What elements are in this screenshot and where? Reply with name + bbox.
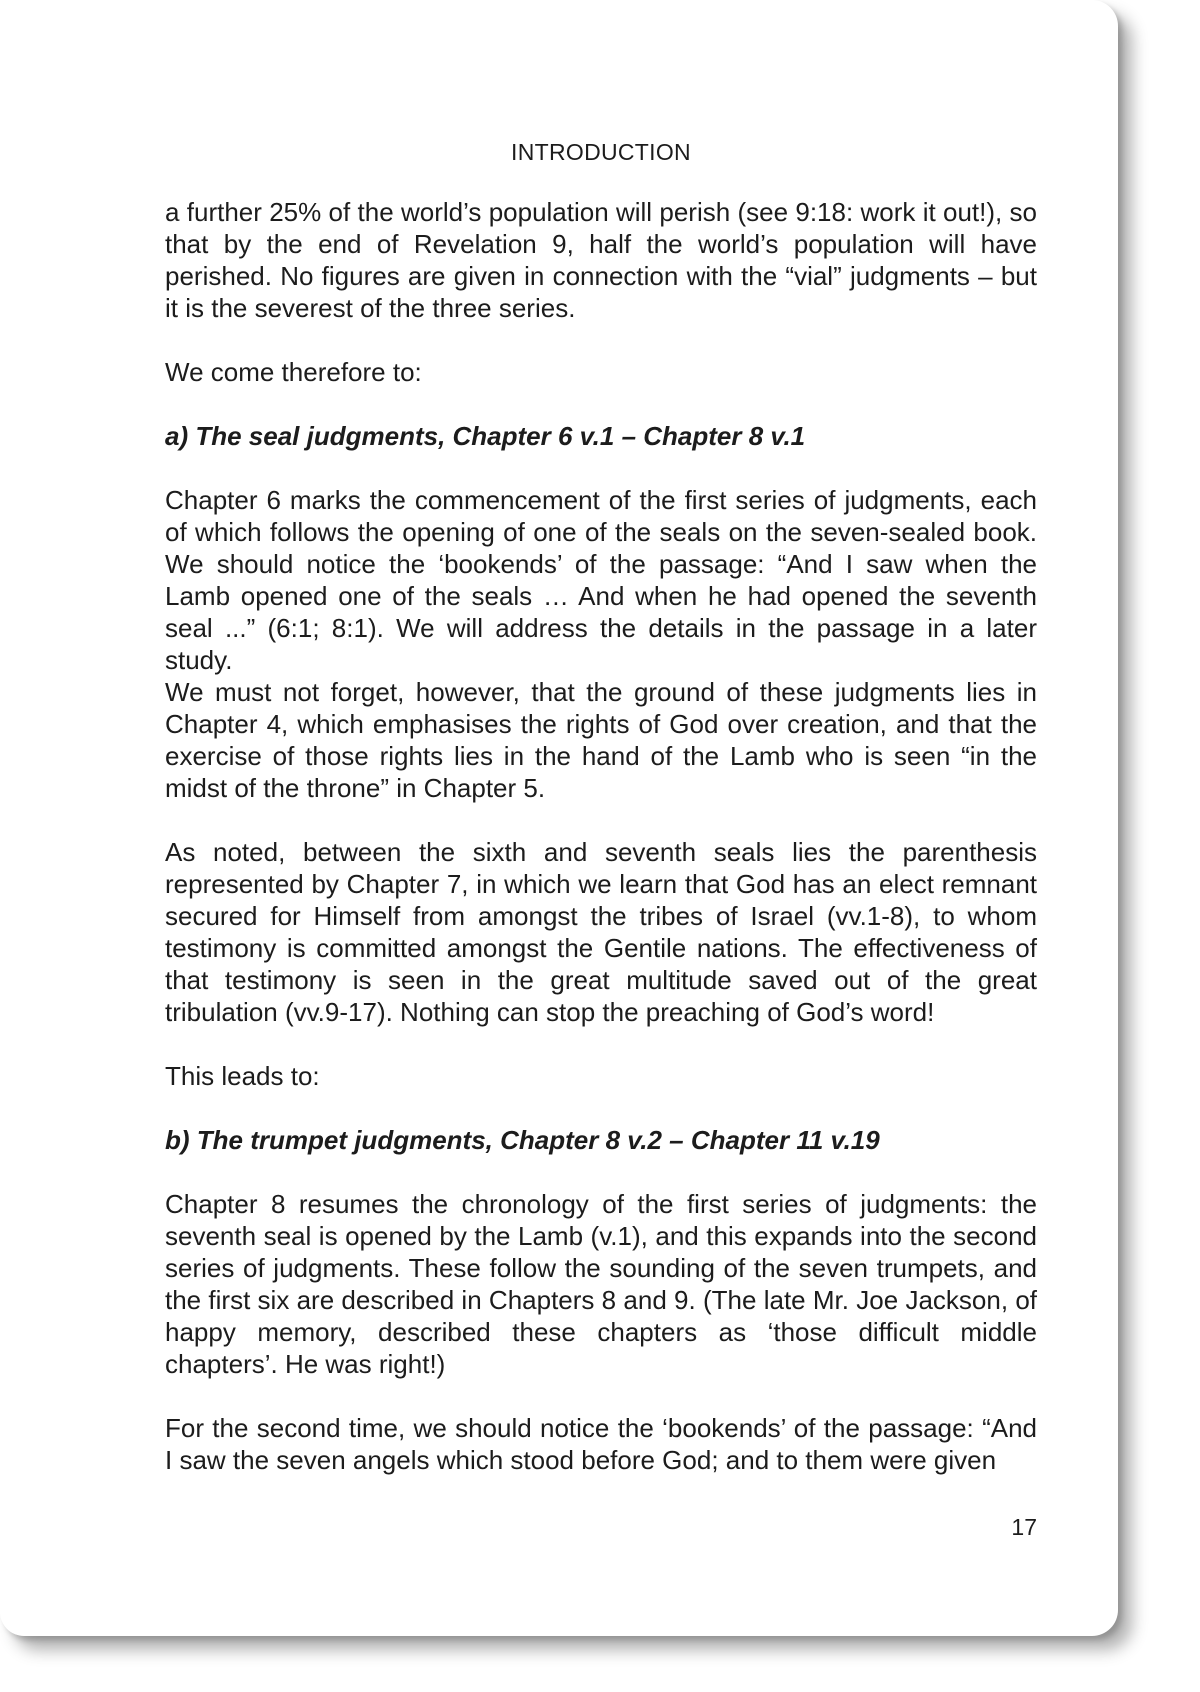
- running-head: INTRODUCTION: [511, 139, 691, 165]
- paragraph-population: a further 25% of the world’s population will perish (see 9:18: work it out!), so that by the end of Revelation 9, half the world’s population will have perished. No figures are given in connection with the “vial” judgments – but it is the severest of the three series.: [165, 197, 1037, 323]
- paragraph-bookends-second: For the second time, we should notice the ‘bookends’ of the passage: “And I saw the seven angels which stood before God; and to them were given: [165, 1413, 1037, 1475]
- paragraph-ground-of-judgments: We must not forget, however, that the ground of these judgments lies in Chapter 4, which emphasises the rights of God over creation, and that the exercise of those rights lies in the hand of the Lamb who is seen “in the midst of the throne” in Chapter 5.: [165, 677, 1037, 803]
- paragraph-chapter-8: Chapter 8 resumes the chronology of the first series of judgments: the seventh seal is opened by the Lamb (v.1), and this expands into the second series of judgments. These follow the sounding of the seven trumpets, and the first six are described in Chapters 8 and 9. (The late Mr. Joe Jackson, of happy memory, described these chapters as ‘those difficult middle chapters’. He was right!): [165, 1189, 1037, 1379]
- section-heading-seal-judgments: a) The seal judgments, Chapter 6 v.1 – Chapter 8 v.1: [165, 421, 806, 451]
- paragraph-this-leads-to: This leads to:: [165, 1061, 320, 1091]
- paragraph-chapter-6: Chapter 6 marks the commencement of the first series of judgments, each of which follows the opening of one of the seals on the seven-sealed book. We should notice the ‘bookends’ of the passage: “And I saw when the Lamb opened one of the seals … And when he had opened the seventh seal ...” (6:1; 8:1). We will address the details in the passage in a later study.: [165, 485, 1037, 675]
- paragraph-we-come-therefore: We come therefore to:: [165, 357, 422, 387]
- page-number: 17: [1011, 1514, 1037, 1540]
- paragraph-parenthesis: As noted, between the sixth and seventh seals lies the parenthesis represented by Chapter 7, in which we learn that God has an elect remnant secured for Himself from amongst the tribes of Israel (vv.1-8), to whom testimony is committed amongst the Gentile nations. The effectiveness of that testimony is seen in the great multitude saved out of the great tribulation (vv.9-17). Nothing can stop the preaching of God’s word!: [165, 837, 1037, 1027]
- section-heading-trumpet-judgments: b) The trumpet judgments, Chapter 8 v.2 – Chapter 11 v.19: [165, 1125, 880, 1155]
